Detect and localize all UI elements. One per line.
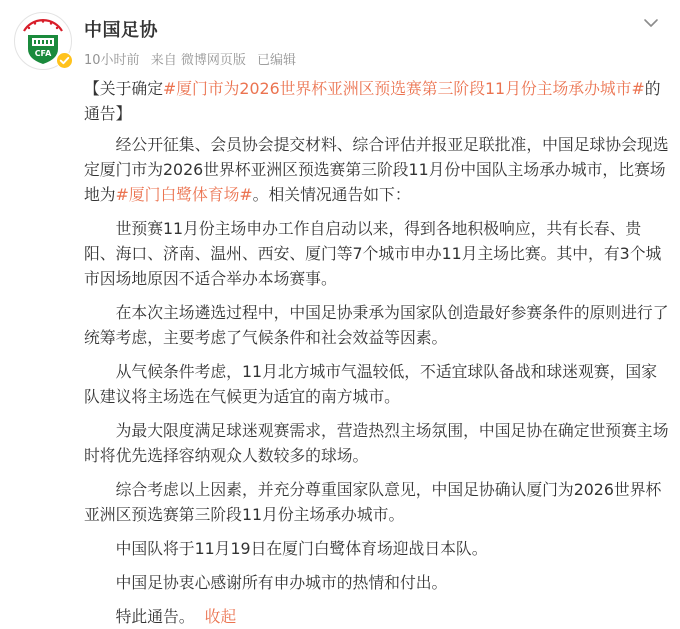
paragraph: 世预赛11月份主场申办工作自启动以来，得到各地积极响应，共有长春、贵阳、海口、济南、温州、西安、厦门等7个城市申办11月主场比赛。其中，有3个城市因场地原因不适合举办本场赛事。: [84, 219, 662, 288]
post-header: [0, 0, 680, 76]
paragraph: 在本次主场遴选过程中，中国足协秉承为国家队创造最好参赛条件的原则进行了统筹考虑，主要考虑了气候条件和社会效益等因素。: [84, 303, 669, 347]
user-name[interactable]: 中国足协: [84, 20, 158, 41]
topic-tag-link[interactable]: #厦门市为2026世界杯亚洲区预选赛第三阶段11月份主场承办城市#: [163, 79, 645, 98]
venue-tag-link[interactable]: #厦门白鹭体育场#: [115, 185, 253, 204]
collapse-link[interactable]: 收起: [204, 607, 237, 626]
paragraph-text: 。相关情况通告如下：: [252, 185, 411, 204]
verified-badge-icon: [56, 52, 73, 69]
post-content: [84, 76, 670, 629]
title-suffix: 的通告】: [84, 79, 661, 123]
chevron-down-icon[interactable]: [638, 13, 664, 33]
edited-label[interactable]: 已编辑: [256, 53, 296, 68]
paragraph: 中国队将于11月19日在厦门白鹭体育场迎战日本队。: [115, 539, 488, 558]
paragraph: 中国足协衷心感谢所有申办城市的热情和付出。: [115, 573, 448, 592]
post-title: [84, 76, 670, 126]
logo-text: CFA: [34, 49, 52, 58]
paragraph: [84, 132, 670, 207]
paragraph: [84, 604, 670, 629]
paragraph: 为最大限度满足球迷观赛需求，营造热烈主场氛围，中国足协在确定世预赛主场时将优先选择容纳观众人数较多的球场。: [84, 421, 669, 465]
paragraph: 从气候条件考虑，11月北方城市气温较低，不适宜球队备战和球迷观赛，国家队建议将主场选在气候更为适宜的南方城市。: [84, 362, 657, 406]
post-source: 来自 微博网页版: [150, 53, 246, 68]
title-prefix: 【关于确定: [84, 79, 163, 98]
paragraph: 综合考虑以上因素，并充分尊重国家队意见，中国足协确认厦门为2026世界杯亚洲区预选赛第三阶段11月份主场承办城市。: [84, 480, 662, 524]
paragraph-text: 特此通告。: [115, 607, 195, 626]
paragraph-text: 经公开征集、会员协会提交材料、综合评估并报亚足联批准，中国足球协会现选定厦门市为2026世界杯亚洲区预选赛第三阶段11月份中国队主场承办城市，比赛场地为: [84, 135, 669, 204]
post-meta: [84, 49, 303, 68]
post-time[interactable]: 10小时前: [84, 53, 140, 68]
